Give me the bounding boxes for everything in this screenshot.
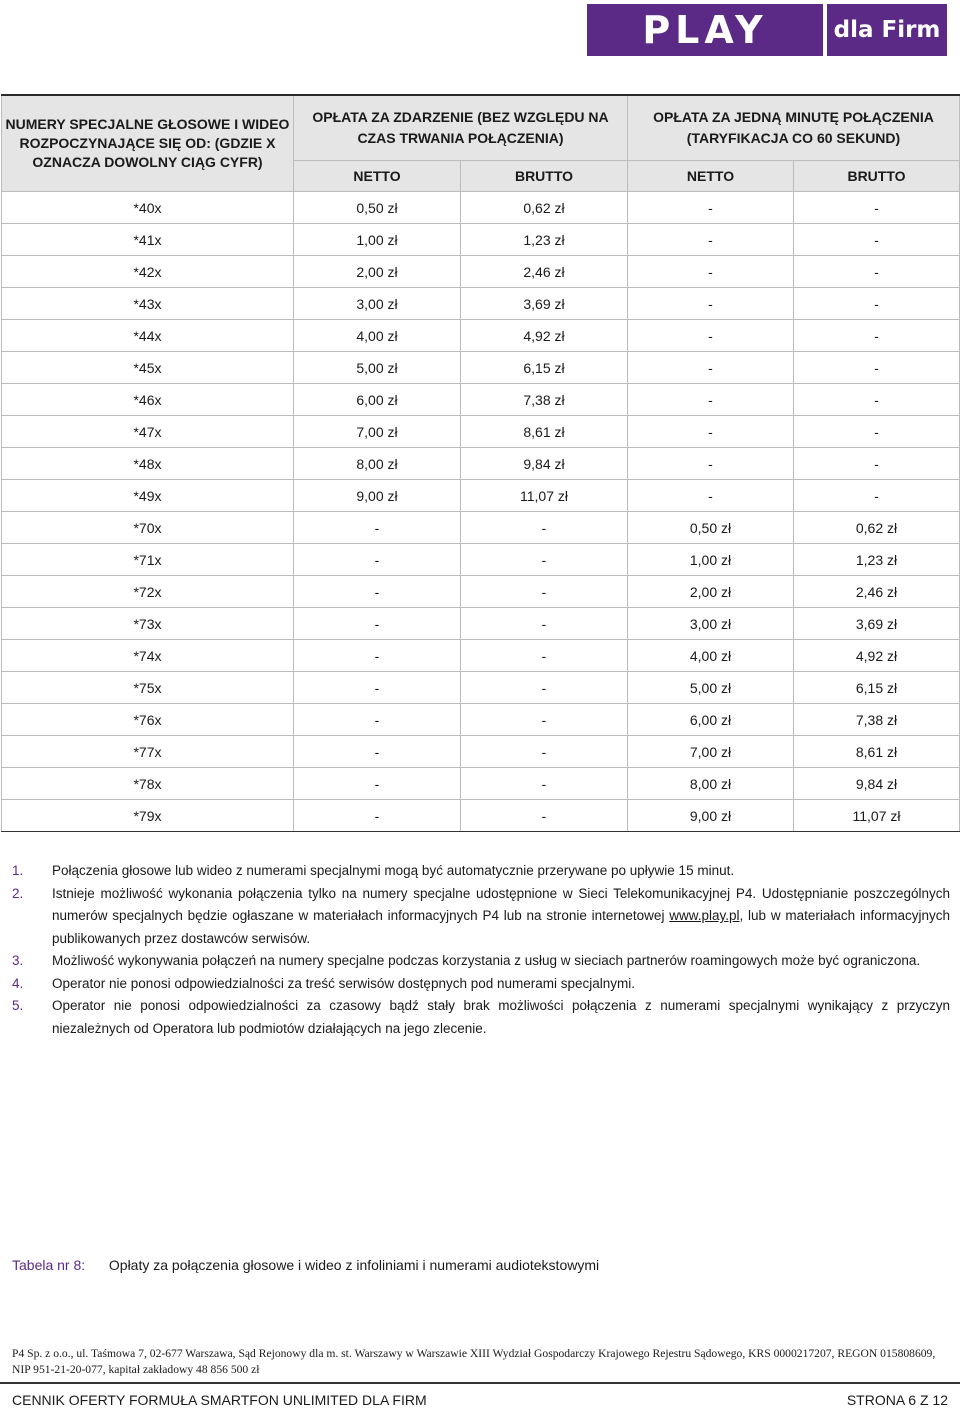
number-prefix-cell: *74x (2, 640, 294, 672)
number-prefix-cell: *79x (2, 800, 294, 832)
column-header-minute-netto: NETTO (628, 161, 794, 192)
table-row (2, 320, 960, 352)
event-brutto-cell: - (461, 608, 628, 640)
number-prefix-cell: *40x (2, 192, 294, 224)
number-prefix-cell: *46x (2, 384, 294, 416)
footer-page-number: STRONA 6 Z 12 (846, 1392, 948, 1408)
table-row (2, 512, 960, 544)
table-row (2, 672, 960, 704)
number-prefix-cell: *70x (2, 512, 294, 544)
table-caption (12, 1257, 599, 1273)
table-row (2, 256, 960, 288)
minute-brutto-cell: 9,84 zł (794, 768, 960, 800)
footer-document-title: CENNIK OFERTY FORMUŁA SMARTFON UNLIMITED DLA FIRM (12, 1392, 427, 1408)
event-brutto-cell: - (461, 736, 628, 768)
footnote-item (12, 883, 950, 951)
event-brutto-cell: 8,61 zł (461, 416, 628, 448)
footnote-number: 3. (12, 953, 24, 968)
event-netto-cell: 7,00 zł (294, 416, 461, 448)
event-brutto-cell: - (461, 640, 628, 672)
column-group-header-per-minute: OPŁATA ZA JEDNĄ MINUTĘ POŁĄCZENIA (TARYFIKACJA CO 60 SEKUND) (628, 95, 960, 161)
footnote-item (12, 973, 950, 996)
number-prefix-cell: *73x (2, 608, 294, 640)
minute-brutto-cell: 1,23 zł (794, 544, 960, 576)
number-prefix-cell: *44x (2, 320, 294, 352)
minute-netto-cell: 1,00 zł (628, 544, 794, 576)
minute-netto-cell: 9,00 zł (628, 800, 794, 832)
event-netto-cell: 5,00 zł (294, 352, 461, 384)
minute-brutto-cell: - (794, 448, 960, 480)
company-address: P4 Sp. z o.o., ul. Taśmowa 7, 02-677 Warszawa, Sąd Rejonowy dla m. st. Warszawy w Warszawie XIII Wydział Gospodarczy Krajowego Rejestru Sądowego, KRS 0000217207, REGON 015808609, NIP 951-21-20-077, kapitał zakładowy 48 856 500 zł (12, 1347, 936, 1376)
minute-brutto-cell: 8,61 zł (794, 736, 960, 768)
footnote-text: Operator nie ponosi odpowiedzialności za czasowy bądź stały brak możliwości połączenia z numerami specjalnymi wynikający z przyczyn niezależnych od Operatora lub podmiotów działających na jego zlecenie. (52, 998, 950, 1036)
footnote-text: Możliwość wykonywania połączeń na numery specjalne podczas korzystania z usług w sieciach partnerów roamingowych może być ograniczona. (52, 953, 921, 968)
minute-brutto-cell: - (794, 352, 960, 384)
footnote-number: 2. (12, 885, 24, 901)
event-netto-cell: 1,00 zł (294, 224, 461, 256)
event-netto-cell: - (294, 544, 461, 576)
footnote-text: Połączenia głosowe lub wideo z numerami specjalnymi mogą być automatycznie przerywane po upływie 15 minut. (52, 863, 735, 878)
event-netto-cell: - (294, 704, 461, 736)
table-row (2, 640, 960, 672)
event-brutto-cell: 6,15 zł (461, 352, 628, 384)
footer-divider (0, 1382, 960, 1384)
number-prefix-cell: *71x (2, 544, 294, 576)
number-prefix-cell: *48x (2, 448, 294, 480)
minute-netto-cell: 0,50 zł (628, 512, 794, 544)
minute-brutto-cell: 0,62 zł (794, 512, 960, 544)
column-header-minute-brutto: BRUTTO (794, 161, 960, 192)
minute-brutto-cell: 2,46 zł (794, 576, 960, 608)
minute-netto-cell: - (628, 416, 794, 448)
footnote-text: Operator nie ponosi odpowiedzialności za treść serwisów dostępnych pod numerami specjalnymi. (52, 975, 636, 991)
table-row (2, 608, 960, 640)
number-prefix-cell: *72x (2, 576, 294, 608)
table-row (2, 384, 960, 416)
number-prefix-cell: *76x (2, 704, 294, 736)
table-row (2, 448, 960, 480)
play-logo: PLAY (587, 4, 823, 56)
event-netto-cell: 3,00 zł (294, 288, 461, 320)
table-row (2, 352, 960, 384)
minute-brutto-cell: - (794, 256, 960, 288)
table-row (2, 736, 960, 768)
event-brutto-cell: 1,23 zł (461, 224, 628, 256)
number-prefix-cell: *45x (2, 352, 294, 384)
minute-netto-cell: 6,00 zł (628, 704, 794, 736)
minute-brutto-cell: - (794, 320, 960, 352)
minute-brutto-cell: 3,69 zł (794, 608, 960, 640)
minute-brutto-cell: - (794, 480, 960, 512)
event-netto-cell: - (294, 576, 461, 608)
column-header-event-netto: NETTO (294, 161, 461, 192)
event-brutto-cell: - (461, 672, 628, 704)
table-row (2, 288, 960, 320)
dla-firm-logo: dla Firm (827, 4, 947, 56)
table-row (2, 480, 960, 512)
minute-brutto-cell: - (794, 224, 960, 256)
footnote-number: 5. (12, 998, 24, 1013)
minute-brutto-cell: - (794, 192, 960, 224)
event-brutto-cell: 0,62 zł (461, 192, 628, 224)
minute-netto-cell: - (628, 352, 794, 384)
number-prefix-cell: *41x (2, 224, 294, 256)
event-brutto-cell: 2,46 zł (461, 256, 628, 288)
minute-brutto-cell: 4,92 zł (794, 640, 960, 672)
minute-netto-cell: 5,00 zł (628, 672, 794, 704)
footnote-number: 4. (12, 975, 24, 991)
table-row (2, 416, 960, 448)
minute-brutto-cell: - (794, 288, 960, 320)
tariff-table-body (2, 192, 960, 832)
minute-netto-cell: 7,00 zł (628, 736, 794, 768)
event-netto-cell: - (294, 768, 461, 800)
table-row (2, 192, 960, 224)
minute-netto-cell: 3,00 zł (628, 608, 794, 640)
number-prefix-cell: *75x (2, 672, 294, 704)
event-netto-cell: 2,00 zł (294, 256, 461, 288)
event-brutto-cell: - (461, 800, 628, 832)
event-netto-cell: - (294, 512, 461, 544)
event-brutto-cell: 4,92 zł (461, 320, 628, 352)
event-brutto-cell: - (461, 704, 628, 736)
event-netto-cell: - (294, 736, 461, 768)
footnote-number: 1. (12, 863, 24, 878)
minute-netto-cell: - (628, 320, 794, 352)
minute-netto-cell: 8,00 zł (628, 768, 794, 800)
event-netto-cell: 8,00 zł (294, 448, 461, 480)
event-netto-cell: - (294, 640, 461, 672)
minute-netto-cell: 4,00 zł (628, 640, 794, 672)
minute-netto-cell: 2,00 zł (628, 576, 794, 608)
event-netto-cell: 0,50 zł (294, 192, 461, 224)
play-website-link[interactable]: www.play.pl (669, 908, 740, 923)
table-row (2, 544, 960, 576)
minute-brutto-cell: 7,38 zł (794, 704, 960, 736)
minute-brutto-cell: - (794, 384, 960, 416)
minute-netto-cell: - (628, 448, 794, 480)
event-brutto-cell: 7,38 zł (461, 384, 628, 416)
event-brutto-cell: 9,84 zł (461, 448, 628, 480)
footnote-item (12, 950, 950, 973)
footnote-item (12, 995, 950, 1040)
number-prefix-cell: *49x (2, 480, 294, 512)
play-dla-firm-logo (587, 4, 947, 56)
minute-netto-cell: - (628, 288, 794, 320)
number-prefix-cell: *42x (2, 256, 294, 288)
number-prefix-cell: *43x (2, 288, 294, 320)
event-brutto-cell: - (461, 544, 628, 576)
minute-brutto-cell: 11,07 zł (794, 800, 960, 832)
column-group-header-per-event: OPŁATA ZA ZDARZENIE (BEZ WZGLĘDU NA CZAS TRWANIA POŁĄCZENIA) (294, 95, 628, 161)
table-caption-text: Opłaty za połączenia głosowe i wideo z infoliniami i numerami audiotekstowymi (108, 1257, 600, 1273)
footnote-text: , lub w materiałach informacyjnych publikowanych przez dostawców serwisów. (52, 908, 950, 946)
event-brutto-cell: 11,07 zł (461, 480, 628, 512)
number-prefix-cell: *78x (2, 768, 294, 800)
minute-netto-cell: - (628, 224, 794, 256)
minute-netto-cell: - (628, 480, 794, 512)
event-brutto-cell: - (461, 576, 628, 608)
event-brutto-cell: - (461, 512, 628, 544)
table-caption-label: Tabela nr 8: (12, 1257, 86, 1273)
table-row (2, 224, 960, 256)
event-netto-cell: - (294, 672, 461, 704)
event-netto-cell: - (294, 800, 461, 832)
footnote-item (12, 860, 950, 883)
minute-brutto-cell: 6,15 zł (794, 672, 960, 704)
event-netto-cell: 9,00 zł (294, 480, 461, 512)
footnotes-list (12, 860, 950, 1040)
event-netto-cell: 4,00 zł (294, 320, 461, 352)
table-row (2, 800, 960, 832)
table-row (2, 704, 960, 736)
special-numbers-tariff-table (1, 94, 960, 832)
number-prefix-cell: *47x (2, 416, 294, 448)
table-row (2, 768, 960, 800)
minute-netto-cell: - (628, 192, 794, 224)
event-netto-cell: 6,00 zł (294, 384, 461, 416)
column-header-event-brutto: BRUTTO (461, 161, 628, 192)
event-netto-cell: - (294, 608, 461, 640)
event-brutto-cell: 3,69 zł (461, 288, 628, 320)
minute-netto-cell: - (628, 256, 794, 288)
minute-brutto-cell: - (794, 416, 960, 448)
number-prefix-cell: *77x (2, 736, 294, 768)
event-brutto-cell: - (461, 768, 628, 800)
table-row (2, 576, 960, 608)
footnote-text: Istnieje możliwość wykonania połączenia tylko na numery specjalne udostępnione w Sieci Telekomunikacyjnej P4. Udostępnianie poszczególnych numerów specjalnych będzie ogłaszane w materiałach informacyjnych P4 lub na stronie internetowej (52, 885, 950, 923)
minute-netto-cell: - (628, 384, 794, 416)
column-header-number-prefix: NUMERY SPECJALNE GŁOSOWE I WIDEO ROZPOCZYNAJĄCE SIĘ OD: (GDZIE X OZNACZA DOWOLNY CIĄG CYFR) (2, 95, 294, 192)
